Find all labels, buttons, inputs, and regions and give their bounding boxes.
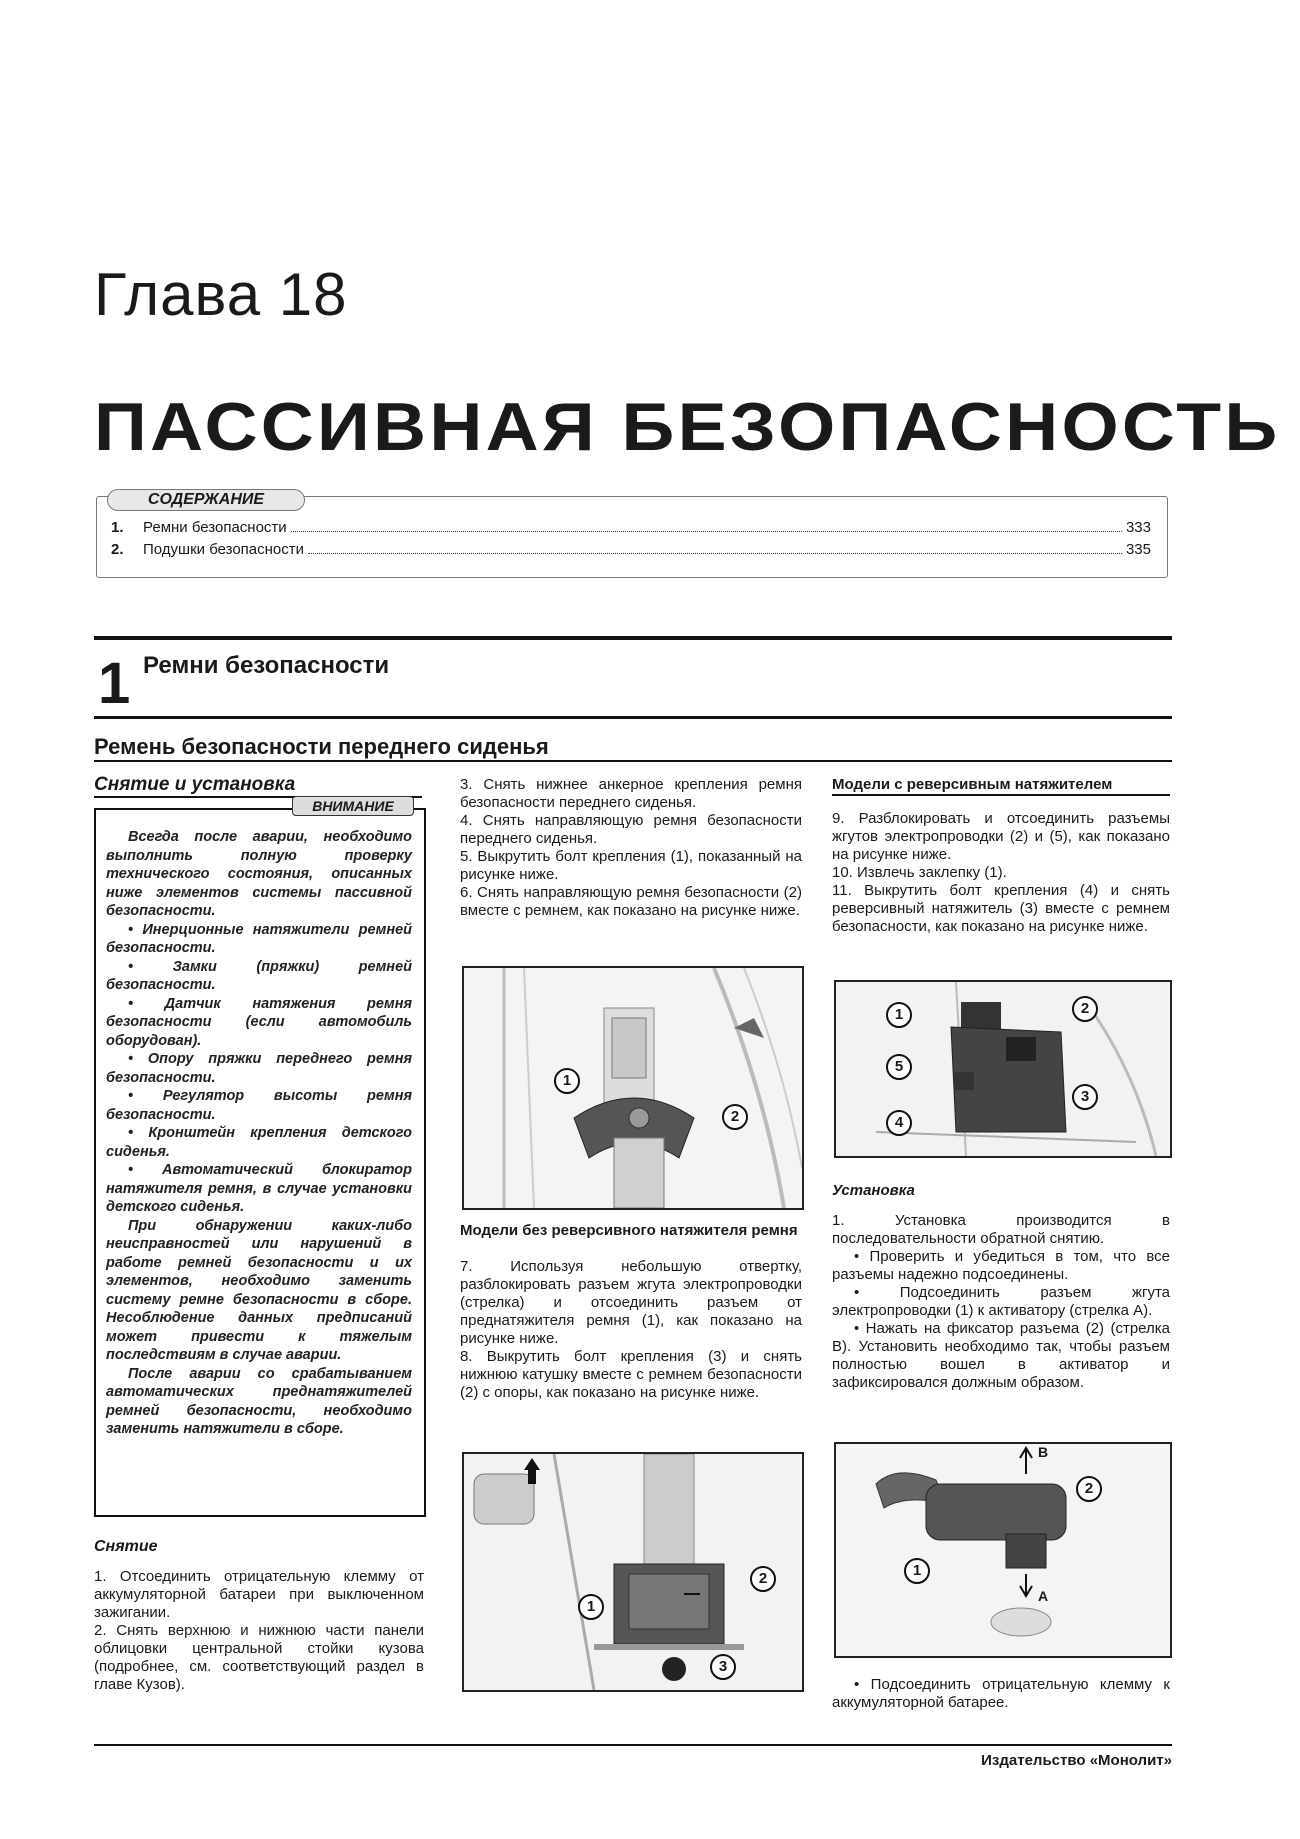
install-bullet: • Подсоединить разъем жгута электропроводки (1) к активатору (стрелка А).	[832, 1284, 1170, 1319]
step-text: 3. Снять нижнее анкерное крепления ремня безопасности переднего сиденья.	[460, 776, 802, 811]
install-text	[832, 1212, 1170, 1392]
callout-1: 1	[886, 1002, 912, 1028]
warning-bullet: • Опору пряжки переднего ремня безопасности.	[106, 1051, 412, 1086]
callout-1: 1	[578, 1594, 604, 1620]
publisher: Издательство «Монолит»	[981, 1752, 1172, 1769]
subsection-title: Ремень безопасности переднего сиденья	[94, 734, 549, 759]
step-text: 2. Снять верхнюю и нижнюю части панели облицовки центральной стойки кузова (подробнее, см. соответствующий раздел в главе Кузов).	[94, 1622, 424, 1693]
step-text: 6. Снять направляющую ремня безопасности (2) вместе с ремнем, как показано на рисунке ниже.	[460, 884, 802, 919]
step-text: 4. Снять направляющую ремня безопасности переднего сиденья.	[460, 812, 802, 847]
warning-box	[94, 798, 426, 1517]
col1-heading: Снятие и установка	[94, 774, 422, 798]
chapter-label: Глава 18	[94, 261, 348, 328]
toc-row[interactable]	[111, 519, 1151, 536]
callout-1: 1	[904, 1558, 930, 1584]
toc-row[interactable]	[111, 541, 1151, 558]
section-title: Ремни безопасности	[143, 652, 390, 679]
callout-3: 3	[1072, 1084, 1098, 1110]
warning-badge: ВНИМАНИЕ	[292, 796, 414, 816]
step-text: 9. Разблокировать и отсоединить разъемы жгутов электропроводки (2) и (5), как показано на рисунке ниже.	[832, 810, 1170, 863]
callout-4: 4	[886, 1110, 912, 1136]
col3-steps	[832, 810, 1170, 936]
step-text: 8. Выкрутить болт крепления (3) и снять нижнюю катушку вместе с ремнем безопасности (2) с опоры, как показано на рисунке ниже.	[460, 1348, 802, 1401]
warning-bullet: • Датчик натяжения ремня безопасности (если автомобиль оборудован).	[106, 995, 412, 1049]
toc-number: 1.	[111, 519, 124, 536]
step-text: 5. Выкрутить болт крепления (1), показанный на рисунке ниже.	[460, 848, 802, 883]
chapter-title: ПАССИВНАЯ БЕЗОПАСНОСТЬ	[94, 389, 1281, 465]
install-heading: Установка	[832, 1182, 915, 1199]
section-rule	[94, 716, 1172, 719]
toc-header: СОДЕРЖАНИЕ	[107, 489, 305, 511]
warning-bullet: • Замки (пряжки) ремней безопасности.	[106, 958, 412, 993]
figure-illustration	[464, 968, 802, 1208]
install-bullet: • Нажать на фиксатор разъема (2) (стрелка В). Установить необходимо так, чтобы разъем полностью вошел в активатор и зафиксировался должным образом.	[832, 1320, 1170, 1391]
warning-paragraph: При обнаружении каких-либо неисправностей или нарушений в работе ремней безопасности и их элементов, необходимо заменить систему ремне безопасности в сборе. Несоблюдение данных предписаний может привести к тяжелым последствиям в случае аварии.	[106, 1217, 412, 1363]
removal-steps	[94, 1568, 424, 1694]
callout-2: 2	[1076, 1476, 1102, 1502]
section-number: 1	[98, 651, 131, 716]
toc-title: Ремни безопасности	[143, 519, 287, 536]
callout-2: 2	[722, 1104, 748, 1130]
callout-2: 2	[1072, 996, 1098, 1022]
figure-retractor-removal	[462, 1452, 804, 1692]
subsection-rule	[94, 760, 1172, 762]
step-text: 7. Используя небольшую отвертку, разблокировать разъем жгута электропроводки (стрелка) и отсоединить разъем от преднатяжителя ремня (1), как показано на рисунке ниже.	[460, 1258, 802, 1347]
step-text: 11. Выкрутить болт крепления (4) и снять реверсивный натяжитель (3) вместе с ремнем безопасности, как показано на рисунке ниже.	[832, 882, 1170, 935]
install-step: 1. Установка производится в последовательности обратной снятию.	[832, 1212, 1170, 1247]
callout-3: 3	[710, 1654, 736, 1680]
table-of-contents	[96, 491, 1168, 578]
install-bullet: • Проверить и убедиться в том, что все разъемы надежно подсоединены.	[832, 1248, 1170, 1283]
step-text: 1. Отсоединить отрицательную клемму от аккумуляторной батареи при выключенном зажигании.	[94, 1568, 424, 1621]
toc-title: Подушки безопасности	[143, 541, 305, 558]
arrow-label-a: A	[1038, 1588, 1049, 1604]
callout-1: 1	[554, 1068, 580, 1094]
toc-number: 2.	[111, 541, 124, 558]
arrow-label-b: B	[1038, 1444, 1049, 1460]
toc-leader	[308, 541, 1122, 554]
figure-guide-removal	[462, 966, 804, 1210]
toc-leader	[291, 519, 1122, 532]
warning-paragraph: После аварии со срабатыванием автоматических преднатяжителей ремней безопасности, необходимо заменить натяжители в сборе.	[106, 1365, 412, 1437]
col2-steps-bottom	[460, 1258, 802, 1402]
final-step: • Подсоединить отрицательную клемму к аккумуляторной батарее.	[832, 1676, 1170, 1711]
col2-steps-top	[460, 776, 802, 920]
warning-bullet: • Автоматический блокиратор натяжителя ремня, в случае установки детского сиденья.	[106, 1162, 412, 1215]
toc-page: 333	[1125, 519, 1151, 536]
removal-heading: Снятие	[94, 1538, 158, 1555]
callout-2: 2	[750, 1566, 776, 1592]
col3-subheading: Модели с реверсивным натяжителем	[832, 776, 1170, 796]
warning-paragraph: Всегда после аварии, необходимо выполнить полную проверку технического состояния, описанных ниже элементов системы пассивной безопасности.	[106, 829, 412, 919]
section-rule	[94, 636, 1172, 640]
step-text: 10. Извлечь заклепку (1).	[832, 864, 1007, 881]
warning-text	[106, 828, 412, 1439]
figure-connector-install	[834, 1442, 1172, 1658]
warning-bullet: • Кронштейн крепления детского сиденья.	[106, 1125, 412, 1160]
toc-page: 335	[1125, 541, 1151, 558]
warning-bullet: • Инерционные натяжители ремней безопасности.	[106, 921, 412, 956]
figure-illustration	[836, 1444, 1170, 1656]
footer-rule	[94, 1744, 1172, 1746]
figure-reversible-tensioner	[834, 980, 1172, 1158]
warning-bullet: • Регулятор высоты ремня безопасности.	[106, 1088, 412, 1123]
callout-5: 5	[886, 1054, 912, 1080]
col2-subheading: Модели без реверсивного натяжителя ремня	[460, 1222, 798, 1239]
